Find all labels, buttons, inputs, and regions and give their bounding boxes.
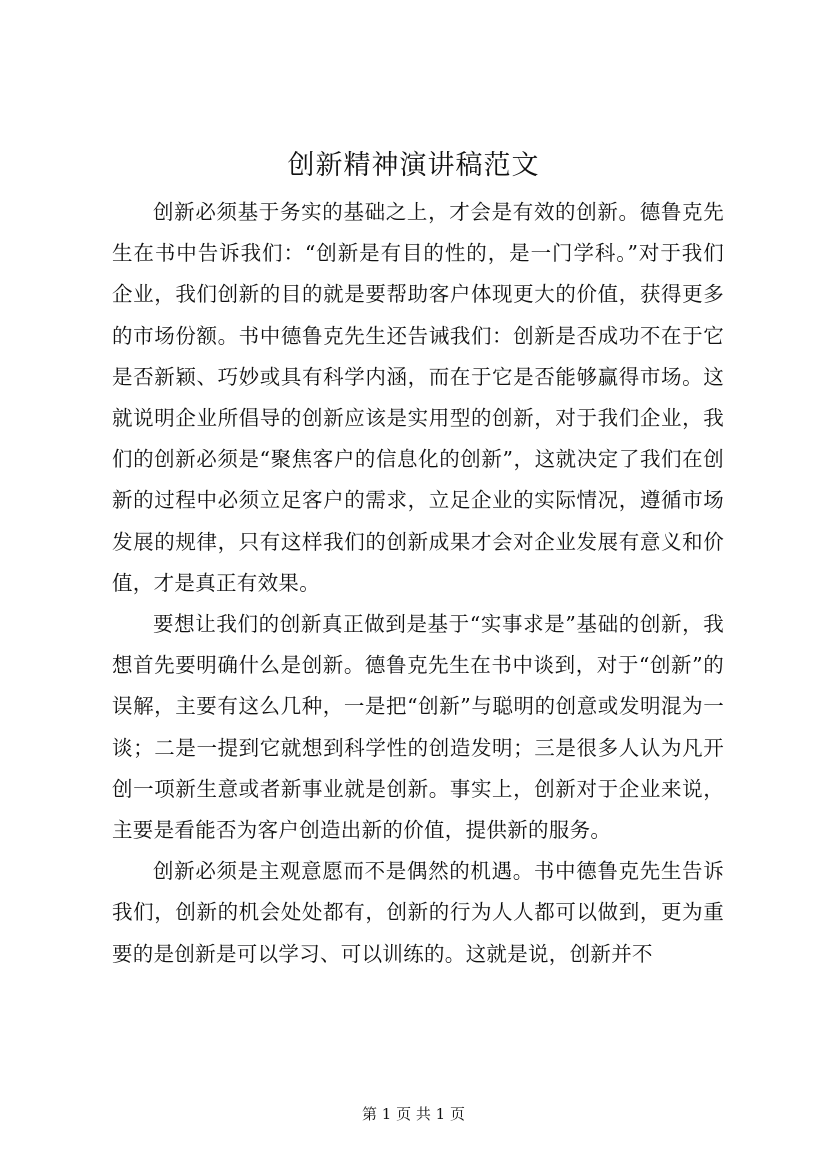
document-title: 创新精神演讲稿范文 — [287, 150, 540, 181]
paragraph-1: 创新必须基于务实的基础之上，才会是有效的创新。德鲁克先生在书中告诉我们：“创新是有目的性的，是一门学科。”对于我们企业，我们创新的目的就是要帮助客户体现更大的价值，获得更多的市场份额。书中德鲁克先生还告诫我们：创新是否成功不在于它是否新颖、巧妙或具有科学内涵，而在于它是否能够赢得市场。这就说明企业所倡导的创新应该是实用型的创新，对于我们企业，我们的创新必须是“聚焦客户的信息化的创新”，这就决定了我们在创新的过程中必须立足客户的需求，立足企业的实际情况，遵循市场发展的规律，只有这样我们的创新成果才会对企业发展有意义和价值，才是真正有效果。 — [112, 200, 724, 595]
document-body — [112, 192, 724, 975]
page-footer: 第 1 页 共 1 页 — [362, 1105, 465, 1123]
paragraph-3: 创新必须是主观意愿而不是偶然的机遇。书中德鲁克先生告诉我们，创新的机会处处都有，创新的行为人人都可以做到，更为重要的是创新是可以学习、可以训练的。这就是说，创新并不 — [112, 859, 724, 966]
paragraph-2: 要想让我们的创新真正做到是基于“实事求是”基础的创新，我想首先要明确什么是创新。德鲁克先生在书中谈到，对于“创新”的误解，主要有这么几种，一是把“创新”与聪明的创意或发明混为一谈；二是一提到它就想到科学性的创造发明；三是很多人认为凡开创一项新生意或者新事业就是创新。事实上，创新对于企业来说，主要是看能否为客户创造出新的价值，提供新的服务。 — [112, 612, 724, 843]
